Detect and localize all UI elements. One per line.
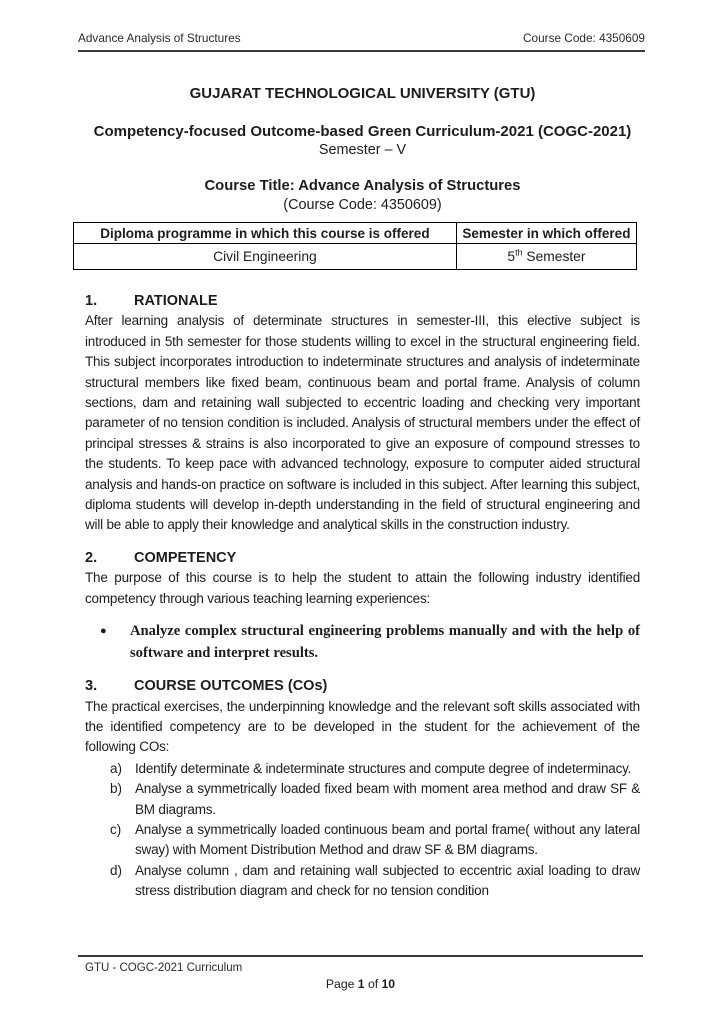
semester-suffix: Semester [522, 249, 586, 264]
competency-statement: Analyze complex structural engineering problems manually and with the help of software and interpret results. [130, 623, 640, 661]
outcome-text-b: Analyse a symmetrically loaded fixed beam with moment area method and draw SF & BM diagrams. [135, 781, 640, 817]
outcome-label-d: d) [110, 862, 123, 878]
semester-line: Semester – V [318, 142, 407, 158]
semester-number: 5 [507, 249, 516, 264]
offer-table [73, 222, 637, 270]
outcome-label-a: a) [110, 760, 123, 776]
section-competency [85, 548, 640, 664]
section-course-outcomes [85, 676, 640, 901]
outcome-text-d: Analyse column , dam and retaining wall subjected to eccentric axial loading to draw stress distribution diagram and check for no tension condition [135, 862, 640, 899]
footer-curriculum-label: GTU - COGC-2021 Curriculum [85, 962, 243, 974]
semester-cell [456, 244, 636, 270]
offer-table-data-row [74, 244, 637, 270]
rationale-number: 1. [85, 293, 98, 309]
outcome-item-a [85, 759, 640, 779]
outcome-item-d [85, 861, 640, 902]
outcomes-list [85, 759, 640, 902]
outcomes-paragraph: The practical exercises, the underpinning knowledge and the relevant soft skills associated with the identified competency are to be developed in the student for the achievement of the following COs: [85, 698, 640, 755]
rationale-paragraph: After learning analysis of determinate structures in semester-III, this elective subject is introduced in 5th semester for those students willing to excel in the structural engineering field. This subject incorporates introduction to indeterminate structures and analysis of indeterminate structural members like fixed beam, continuous beam and portal frame. Analysis of column sections, dam and retaining wall subjected to eccentric loading and checking very important parameter of no tension condition is included. Analysis of structural members under the effect of principal stresses & strains is also incorporated to give an exposure of compound stresses to the students. To keep pace with advanced technology, exposure to computer aided structural analysis and hands-on practice on software is included in this subject. After learning this subject, diploma students will develop in-depth understanding in the field of structural engineering and will be able to apply their knowledge and analytical skills in the construction industry. [85, 313, 640, 533]
outcome-text-a: Identify determinate & indeterminate structures and compute degree of indeterminacy. [135, 760, 632, 776]
course-title-line: Course Title: Advance Analysis of Structures [204, 178, 521, 194]
page-content [85, 0, 640, 902]
footer-page-word: Page [325, 977, 358, 991]
outcome-item-b [85, 779, 640, 820]
competency-number: 2. [85, 549, 98, 566]
semester-ordinal: th [515, 247, 523, 258]
section-rationale [85, 291, 640, 536]
page-footer [78, 955, 643, 991]
competency-heading-row [85, 548, 640, 568]
competency-heading: COMPETENCY [134, 549, 237, 566]
footer-page-total: 10 [381, 977, 396, 991]
footer-page-indicator [78, 977, 643, 991]
outcome-item-c [85, 820, 640, 861]
outcome-text-c: Analyse a symmetrically loaded continuous beam and portal frame( without any lateral sway) with Moment Distribution Method and draw SF & BM diagrams. [135, 821, 640, 858]
competency-bullet-item [85, 621, 640, 664]
university-title: GUJARAT TECHNOLOGICAL UNIVERSITY (GTU) [189, 85, 536, 102]
footer-page-number: 1 [357, 977, 365, 991]
programme-cell: Civil Engineering [74, 244, 457, 270]
course-code-line: (Course Code: 4350609) [283, 197, 442, 213]
outcome-label-b: b) [110, 781, 123, 797]
curriculum-title: Competency-focused Outcome-based Green Curriculum-2021 (COGC-2021) [93, 123, 632, 140]
outcomes-number: 3. [85, 678, 98, 695]
offer-table-col2-header: Semester in which offered [456, 223, 636, 244]
bullet-icon: ● [100, 625, 107, 638]
rationale-heading-row [85, 291, 640, 311]
offer-table-header-row [74, 223, 637, 244]
header-course-name: Advance Analysis of Structures [78, 31, 241, 45]
header-course-code: Course Code: 4350609 [523, 31, 645, 45]
outcomes-heading-row [85, 676, 640, 696]
offer-table-col1-header: Diploma programme in which this course is offered [74, 223, 457, 244]
outcome-label-c: c) [110, 821, 122, 837]
competency-paragraph: The purpose of this course is to help the student to attain the following industry identified competency through various teaching learning experiences: [85, 570, 640, 606]
outcomes-heading: COURSE OUTCOMES (COs) [134, 678, 328, 695]
rationale-heading: RATIONALE [134, 293, 218, 309]
footer-of-word: of [364, 977, 382, 991]
